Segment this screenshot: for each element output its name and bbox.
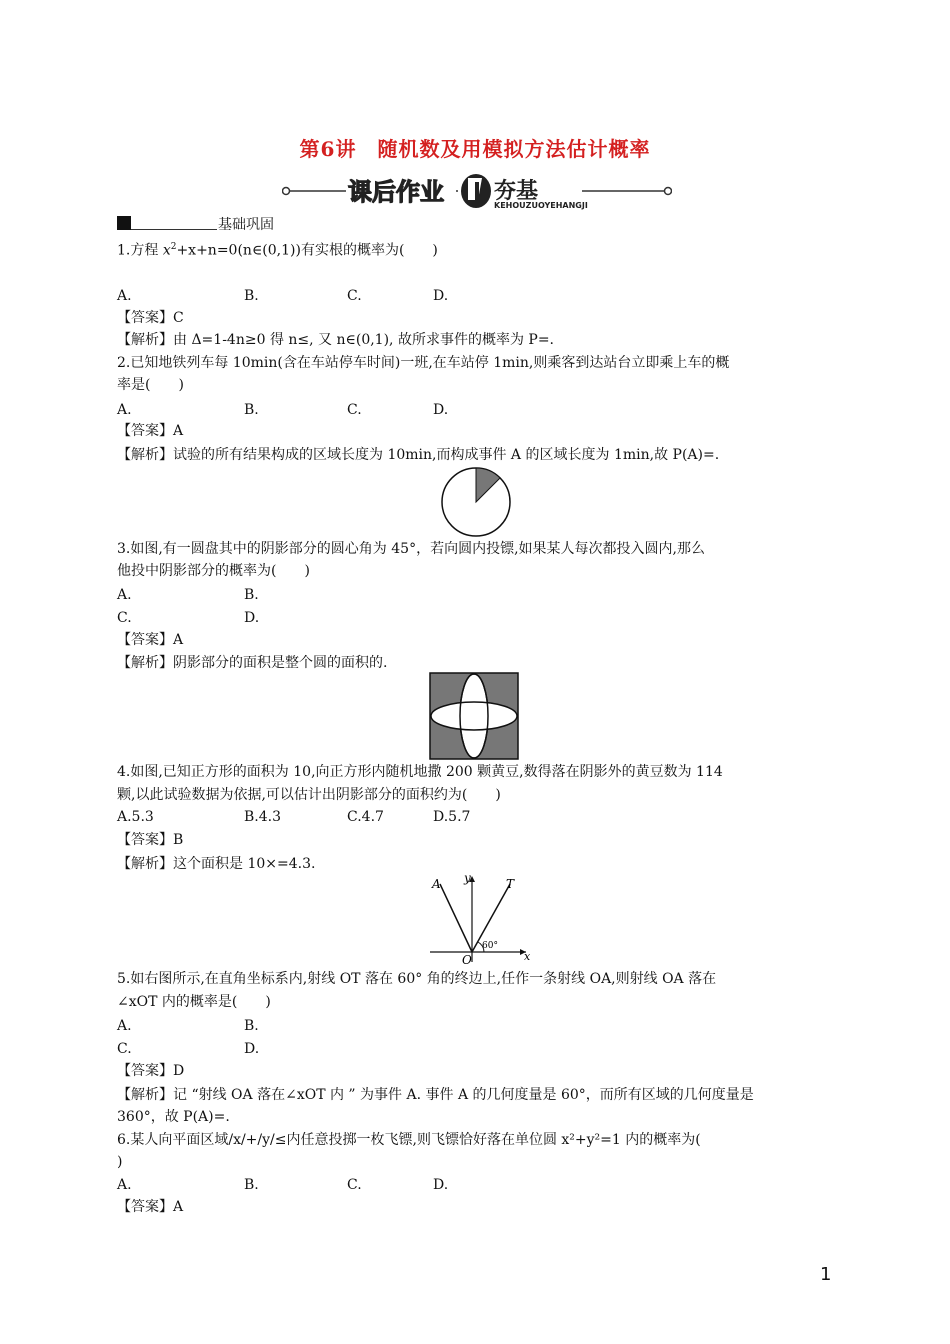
q4-analysis: 【解析】这个面积是 10×=4.3. — [117, 856, 316, 872]
q5-option-a: A. — [117, 1018, 132, 1034]
q3-analysis: 【解析】阴影部分的面积是整个圆的面积的. — [117, 655, 388, 671]
q5-option-b: B. — [244, 1018, 259, 1034]
figure-square-ellipses — [429, 672, 519, 760]
q5-analysis-line2: 360°，故 P(A)=. — [117, 1109, 230, 1125]
q6-option-c: C. — [347, 1177, 362, 1193]
q6-stem-line1: 6.某人向平面区域/x/+/y/≤内任意投掷一枚飞镖,则飞镖恰好落在单位圆 x²+y²=1 内的概率为( — [117, 1132, 701, 1148]
fig-label-o: O — [462, 953, 472, 966]
q2-option-b: B. — [244, 402, 259, 418]
q4-stem-line2: 颗,以此试验数据为依据,可以估计出阴影部分的面积约为( ) — [117, 787, 501, 803]
q2-option-d: D. — [433, 402, 449, 418]
page-title: 第6讲 随机数及用模拟方法估计概率 — [299, 137, 651, 161]
q5-stem-line1: 5.如右图所示,在直角坐标系内,射线 OT 落在 60° 角的终边上,任作一条射线 OA,则射线 OA 落在 — [117, 971, 717, 987]
q3-stem-line2: 他投中阴影部分的概率为( ) — [117, 563, 310, 579]
q1-option-b: B. — [244, 288, 259, 304]
q1-analysis: 【解析】由 Δ=1-4n≥0 得 n≤, 又 n∈(0,1), 故所求事件的概率为 P=. — [117, 332, 555, 348]
q4-option-a: A.5.3 — [117, 809, 154, 825]
q2-option-c: C. — [347, 402, 362, 418]
q2-stem-line1: 2.已知地铁列车每 10min(含在车站停车时间)一班,在车站停 1min,则乘客到达站台立即乘上车的概 — [117, 355, 730, 371]
q2-stem-line2: 率是( ) — [117, 377, 184, 393]
q3-option-b: B. — [244, 587, 259, 603]
section-marker — [117, 216, 131, 230]
q3-answer: 【答案】A — [117, 632, 184, 648]
page-number: 1 — [820, 1264, 832, 1285]
figure-coordinate-rays — [426, 870, 536, 966]
homework-banner — [282, 170, 672, 212]
q1-option-d: D. — [433, 288, 449, 304]
q1-stem: 1.方程 $x^2+x+n=0(n\in(0,1))$有实根的概率为( ) — [117, 242, 438, 259]
q3-stem-line1: 3.如图,有一圆盘其中的阴影部分的圆心角为 45°，若向圆内投镖,如果某人每次都投入圆内,那么 — [117, 541, 705, 557]
q4-stem-line1: 4.如图,已知正方形的面积为 10,向正方形内随机地撒 200 颗黄豆,数得落在阴影外的黄豆数为 114 — [117, 764, 723, 780]
fig-label-x: x — [524, 950, 531, 963]
fig-label-y: y — [464, 871, 471, 885]
q5-answer: 【答案】D — [117, 1063, 185, 1079]
q4-option-c: C.4.7 — [347, 809, 384, 825]
q6-option-d: D. — [433, 1177, 449, 1193]
q5-stem-line2: ∠xOT 内的概率是( ) — [117, 994, 271, 1010]
q1-answer: 【答案】C — [117, 310, 184, 326]
banner-right-text: 夯基 — [494, 179, 539, 204]
banner-main-text: 课后作业 — [348, 178, 444, 206]
q4-option-b: B.4.3 — [244, 809, 282, 825]
banner-sub-text: KEHOUZUOYEHANGJI — [494, 201, 588, 210]
q3-option-a: A. — [117, 587, 132, 603]
fig-angle-label: 60° — [482, 941, 498, 951]
q2-option-a: A. — [117, 402, 132, 418]
q3-option-d: D. — [244, 610, 260, 626]
section-underline — [131, 229, 217, 230]
q4-answer: 【答案】B — [117, 832, 184, 848]
banner-logo-icon — [461, 174, 491, 208]
q1-option-a: A. — [117, 288, 132, 304]
q5-option-c: C. — [117, 1041, 132, 1057]
fig-label-a: A — [432, 877, 441, 891]
q4-option-d: D.5.7 — [433, 809, 471, 825]
section-label: 基础巩固 — [218, 217, 274, 233]
q6-answer: 【答案】A — [117, 1199, 184, 1215]
q6-option-b: B. — [244, 1177, 259, 1193]
q1-option-c: C. — [347, 288, 362, 304]
q2-answer: 【答案】A — [117, 423, 184, 439]
q6-option-a: A. — [117, 1177, 132, 1193]
q2-analysis: 【解析】试验的所有结果构成的区域长度为 10min,而构成事件 A 的区域长度为 1min,故 P(A)=. — [117, 447, 720, 463]
fig-label-t: T — [506, 877, 515, 891]
q5-option-d: D. — [244, 1041, 260, 1057]
q3-option-c: C. — [117, 610, 132, 626]
q5-analysis-line1: 【解析】记 “射线 OA 落在∠xOT 内 ” 为事件 A. 事件 A 的几何度量是 60°，而所有区域的几何度量是 — [117, 1087, 754, 1103]
figure-circle-sector — [438, 464, 514, 540]
q6-stem-line2: ) — [117, 1154, 123, 1170]
